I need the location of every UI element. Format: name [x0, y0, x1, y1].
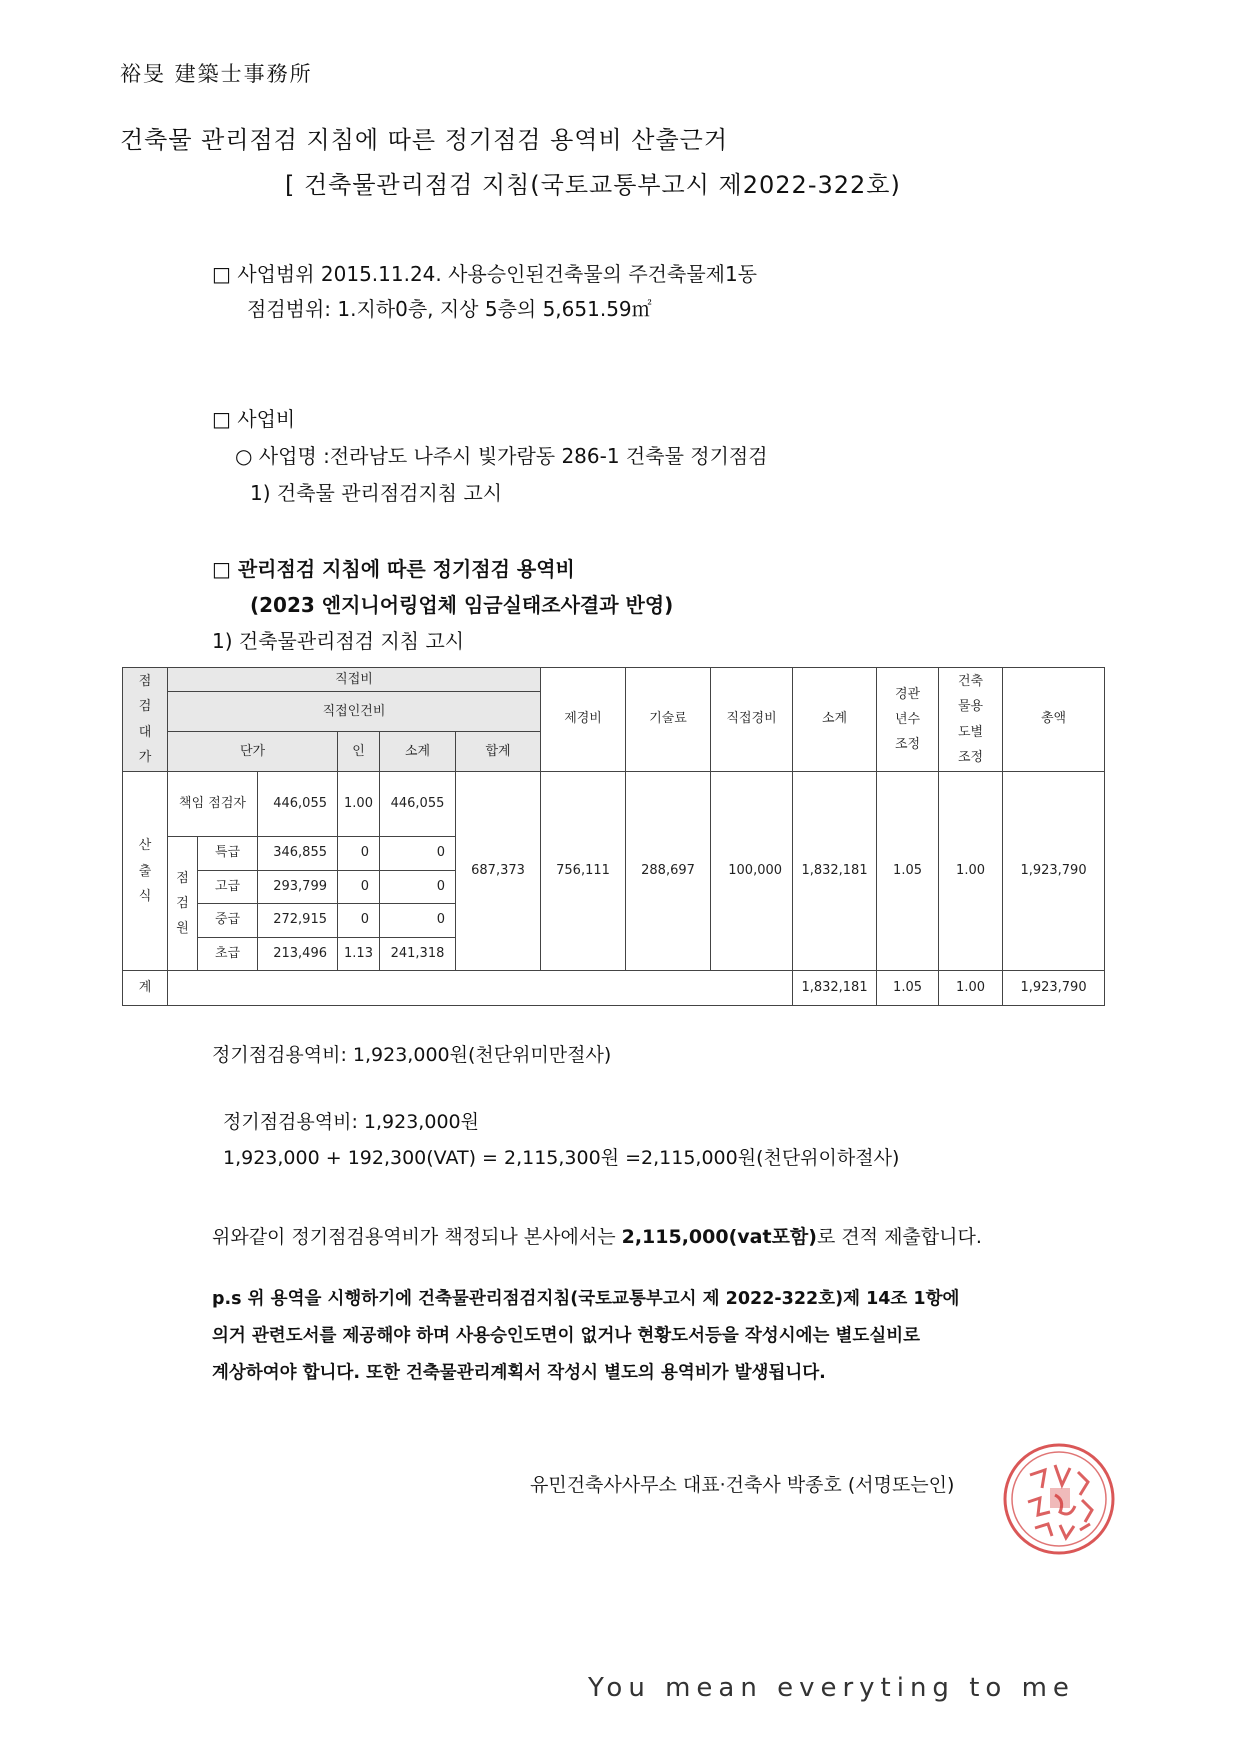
grade-cell: 초급 [198, 937, 258, 971]
header-unit: 단가 [168, 732, 338, 772]
calc-label: 산출식 [123, 772, 168, 971]
use-adjust-cell: 1.00 [939, 772, 1003, 971]
labor-subtotal-cell: 0 [380, 870, 456, 904]
header-persons: 인 [338, 732, 380, 772]
sum-cell: 687,373 [456, 772, 541, 971]
unit-cell: 272,915 [258, 904, 338, 938]
scope-line: □ 사업범위 2015.11.24. 사용승인된건축물의 주건축물제1동 [212, 262, 757, 286]
total-row-years: 1.05 [877, 971, 939, 1006]
summary-fee-rounded: 정기점검용역비: 1,923,000원(천단위미만절사) [212, 1044, 612, 1066]
business-cost-item: 1) 건축물 관리점검지침 고시 [250, 481, 503, 505]
header-labor: 직접인건비 [168, 692, 541, 732]
signature-line: 유민건축사사무소 대표·건축사 박종호 (서명또는인) [530, 1474, 955, 1496]
labor-subtotal-cell: 0 [380, 837, 456, 871]
seal-stamp [1000, 1440, 1118, 1558]
header-subtotal: 소계 [793, 668, 877, 772]
summary-fee: 정기점검용역비: 1,923,000원 [223, 1111, 479, 1133]
cost-table [122, 667, 1105, 1006]
fee-item: 1) 건축물관리점검 지침 고시 [212, 629, 465, 653]
project-name: ○ 사업명 :전라남도 나주시 빛가람동 286-1 건축물 정기점검 [235, 444, 768, 468]
inspector-label: 점검원 [168, 837, 198, 971]
document-title: 건축물 관리점검 지침에 따른 정기점검 용역비 산출근거 [120, 126, 729, 154]
persons-cell: 1.00 [338, 772, 380, 837]
grade-cell: 특급 [198, 837, 258, 871]
grade-cell: 고급 [198, 870, 258, 904]
total-row-label: 계 [123, 971, 168, 1006]
grade-cell: 중급 [198, 904, 258, 938]
subtotal-cell: 1,832,181 [793, 772, 877, 971]
header-target: 점검대가 [123, 668, 168, 772]
years-adjust-cell: 1.05 [877, 772, 939, 971]
total-row-subtotal: 1,832,181 [793, 971, 877, 1006]
summary-statement-pre: 위와같이 정기점검용역비가 책정되나 본사에서는 [212, 1226, 622, 1248]
ps-line-1: p.s 위 용역을 시행하기에 건축물관리점검지침(국토교통부고시 제 2022-322호)제 14조 1항에 [212, 1289, 960, 1309]
header-direct: 직접비 [168, 668, 541, 692]
total-row [123, 971, 1105, 1006]
header-tech: 기술료 [626, 668, 711, 772]
fee-heading: □ 관리점검 지침에 따른 정기점검 용역비 [212, 557, 575, 581]
total-row-total: 1,923,790 [1003, 971, 1105, 1006]
ps-line-3: 계상하여야 합니다. 또한 건축물관리계획서 작성시 별도의 용역비가 발생됩니다. [212, 1363, 826, 1383]
grade-cell: 책임 점검자 [168, 772, 258, 837]
header-direct-expense: 직접경비 [711, 668, 793, 772]
unit-cell: 213,496 [258, 937, 338, 971]
unit-cell: 346,855 [258, 837, 338, 871]
summary-statement-amount: 2,115,000(vat포함) [621, 1226, 817, 1248]
unit-cell: 446,055 [258, 772, 338, 837]
persons-cell: 0 [338, 837, 380, 871]
table-row [123, 772, 1105, 837]
fee-subheading: (2023 엔지니어링업체 임금실태조사결과 반영) [250, 593, 674, 617]
document-subtitle: [ 건축물관리점검 지침(국토교통부고시 제2022-322호) [285, 171, 901, 199]
summary-vat-calc: 1,923,000 + 192,300(VAT) = 2,115,300원 =2,115,000원(천단위이하절사) [223, 1147, 900, 1169]
footer-motto: You mean everyting to me [588, 1673, 1075, 1703]
unit-cell: 293,799 [258, 870, 338, 904]
business-cost-heading: □ 사업비 [212, 407, 296, 431]
office-name: 裕旻 建築士事務所 [120, 62, 313, 86]
total-cell: 1,923,790 [1003, 772, 1105, 971]
summary-statement-post: 로 견적 제출합니다. [816, 1226, 982, 1248]
header-overhead: 제경비 [541, 668, 626, 772]
inspection-range: 점검범위: 1.지하0층, 지상 5층의 5,651.59㎡ [247, 297, 652, 321]
header-years-adjust: 경관년수조정 [877, 668, 939, 772]
header-use-adjust: 건축물용도별조정 [939, 668, 1003, 772]
ps-line-2: 의거 관련도서를 제공해야 하며 사용승인도면이 없거나 현황도서등을 작성시에는 별도실비로 [212, 1326, 921, 1346]
total-row-blank [168, 971, 793, 1006]
overhead-cell: 756,111 [541, 772, 626, 971]
labor-subtotal-cell: 241,318 [380, 937, 456, 971]
header-total: 총액 [1003, 668, 1105, 772]
direct-expense-cell: 100,000 [711, 772, 793, 971]
tech-cell: 288,697 [626, 772, 711, 971]
total-row-use: 1.00 [939, 971, 1003, 1006]
persons-cell: 1.13 [338, 937, 380, 971]
header-sum: 합계 [456, 732, 541, 772]
persons-cell: 0 [338, 870, 380, 904]
labor-subtotal-cell: 0 [380, 904, 456, 938]
persons-cell: 0 [338, 904, 380, 938]
header-labor-subtotal: 소계 [380, 732, 456, 772]
labor-subtotal-cell: 446,055 [380, 772, 456, 837]
summary-statement [212, 1222, 982, 1249]
